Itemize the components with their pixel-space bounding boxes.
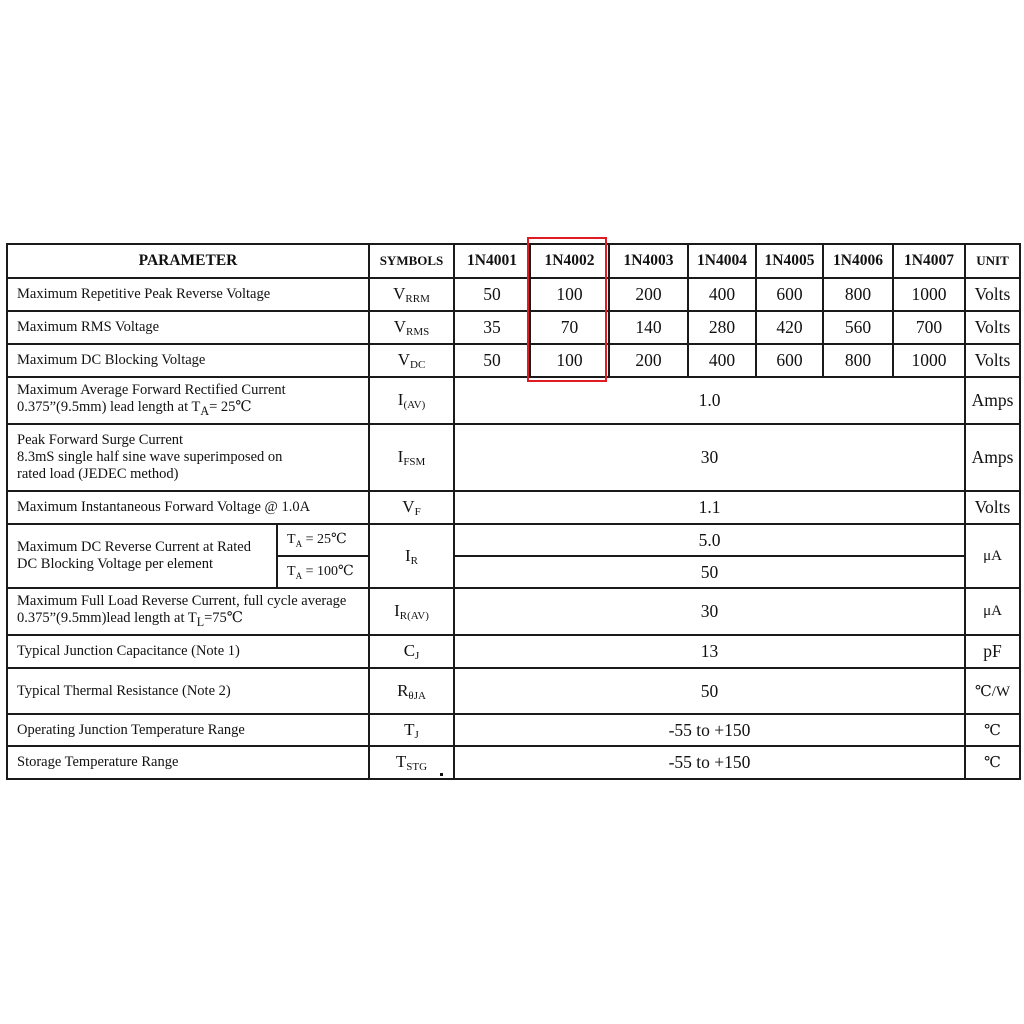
header-part-1n4001: 1N4001 — [454, 244, 530, 278]
symbol-cell — [369, 311, 454, 344]
symbol-subscript: FSM — [403, 456, 426, 468]
param-line: rated load (JEDEC method) — [17, 466, 179, 482]
value-1n4002: 70 — [530, 311, 609, 344]
symbol-subscript: DC — [410, 359, 426, 371]
param-label — [7, 524, 277, 588]
param-label: Typical Thermal Resistance (Note 2) — [7, 668, 369, 714]
symbol-cell — [369, 377, 454, 424]
param-text: = 25℃ — [209, 398, 252, 415]
header-part-1n4006: 1N4006 — [823, 244, 893, 278]
cond-text: T — [287, 532, 296, 548]
cond-text: T — [287, 564, 296, 580]
symbol-letter: V — [393, 284, 406, 303]
header-part-1n4007: 1N4007 — [893, 244, 965, 278]
param-label: Storage Temperature Range — [7, 746, 369, 779]
value-25c: 5.0 — [454, 524, 965, 556]
param-line — [17, 610, 368, 631]
row-iav — [7, 377, 1020, 424]
value-all-parts: 13 — [454, 635, 965, 668]
param-text: =75℃ — [204, 609, 244, 626]
value-1n4007: 1000 — [893, 278, 965, 311]
symbol-letter: I — [397, 390, 404, 409]
value-1n4001: 50 — [454, 278, 530, 311]
symbol-letter: V — [402, 497, 415, 516]
unit-cell: ℃/W — [965, 668, 1020, 714]
param-line: Maximum Average Forward Rectified Current — [17, 381, 286, 398]
symbol-letter: V — [393, 317, 407, 336]
symbol-subscript: θJA — [408, 689, 426, 702]
unit-cell: μA — [965, 588, 1020, 635]
unit-cell: Volts — [965, 311, 1020, 344]
value-1n4003: 140 — [609, 311, 688, 344]
unit-cell: Amps — [965, 424, 1020, 491]
symbol-cell — [369, 714, 454, 746]
symbol-cell — [369, 344, 454, 377]
value-100c: 50 — [454, 556, 965, 588]
symbol-letter: C — [403, 641, 416, 660]
param-line: Maximum Full Load Reverse Current, full cycle average — [17, 592, 347, 609]
symbol-cell — [369, 278, 454, 311]
unit-cell: Volts — [965, 491, 1020, 524]
row-vrms — [7, 311, 1020, 344]
symbol-letter: I — [394, 601, 400, 620]
row-tj — [7, 714, 1020, 746]
symbol-cell — [369, 635, 454, 668]
param-label: Maximum RMS Voltage — [7, 311, 369, 344]
param-line — [17, 399, 368, 420]
symbol-subscript: RMS — [406, 326, 430, 338]
unit-cell: Volts — [965, 344, 1020, 377]
cond-subscript: A — [295, 570, 303, 581]
unit-cell: Volts — [965, 278, 1020, 311]
unit-cell: Amps — [965, 377, 1020, 424]
unit-cell: ℃ — [965, 746, 1020, 779]
value-all-parts: 1.1 — [454, 491, 965, 524]
symbol-subscript: STG — [406, 761, 428, 773]
cond-text: = 25℃ — [302, 532, 347, 548]
cond-subscript: A — [295, 538, 303, 549]
value-all-parts: 30 — [454, 424, 965, 491]
header-part-1n4005: 1N4005 — [756, 244, 823, 278]
header-symbols: SYMBOLS — [369, 244, 454, 278]
row-irav — [7, 588, 1020, 635]
row-tstg — [7, 746, 1020, 779]
symbol-letter: T — [404, 719, 415, 739]
value-1n4006: 800 — [823, 344, 893, 377]
value-1n4004: 400 — [688, 344, 756, 377]
value-1n4006: 800 — [823, 278, 893, 311]
param-label: Typical Junction Capacitance (Note 1) — [7, 635, 369, 668]
param-label: Maximum Repetitive Peak Reverse Voltage — [7, 278, 369, 311]
value-1n4002: 100 — [530, 344, 609, 377]
param-label — [7, 424, 369, 491]
param-text: 0.375”(9.5mm) lead length at T — [17, 398, 201, 415]
value-1n4003: 200 — [609, 344, 688, 377]
value-1n4006: 560 — [823, 311, 893, 344]
value-1n4002: 100 — [530, 278, 609, 311]
value-all-parts: -55 to +150 — [454, 714, 965, 746]
row-rtheta — [7, 668, 1020, 714]
row-vf — [7, 491, 1020, 524]
symbol-subscript: R(AV) — [399, 610, 429, 622]
value-all-parts: 1.0 — [454, 377, 965, 424]
symbol-cell — [369, 668, 454, 714]
header-row — [7, 244, 1020, 278]
param-label — [7, 377, 369, 424]
header-part-1n4004: 1N4004 — [688, 244, 756, 278]
header-parameter: PARAMETER — [7, 244, 369, 278]
param-label: Maximum DC Blocking Voltage — [7, 344, 369, 377]
param-subscript: L — [196, 614, 205, 629]
param-text: 0.375”(9.5mm)lead length at T — [17, 609, 197, 626]
stray-dot — [440, 773, 443, 776]
diode-ratings-table — [6, 243, 1021, 780]
symbol-cell — [369, 524, 454, 588]
param-label: Maximum Instantaneous Forward Voltage @ 1.0A — [7, 491, 369, 524]
param-subscript: A — [200, 403, 210, 418]
unit-cell: μA — [965, 524, 1020, 588]
symbol-subscript: R — [410, 554, 418, 567]
symbol-subscript: (AV) — [403, 399, 426, 411]
symbol-letter: T — [395, 752, 407, 771]
symbol-subscript: J — [414, 728, 419, 741]
row-ifsm — [7, 424, 1020, 491]
row-ir-25c — [7, 524, 1020, 556]
value-all-parts: 50 — [454, 668, 965, 714]
symbol-cell — [369, 424, 454, 491]
row-vdc — [7, 344, 1020, 377]
value-1n4007: 700 — [893, 311, 965, 344]
value-1n4001: 35 — [454, 311, 530, 344]
row-vrrm — [7, 278, 1020, 311]
param-label: Operating Junction Temperature Range — [7, 714, 369, 746]
param-line: DC Blocking Voltage per element — [17, 556, 213, 572]
symbol-subscript: J — [415, 650, 420, 662]
value-1n4001: 50 — [454, 344, 530, 377]
value-1n4004: 400 — [688, 278, 756, 311]
param-line: Maximum DC Reverse Current at Rated — [17, 539, 251, 555]
symbol-letter: I — [404, 545, 411, 565]
row-cj — [7, 635, 1020, 668]
header-part-1n4002: 1N4002 — [530, 244, 609, 278]
symbol-cell — [369, 588, 454, 635]
value-1n4004: 280 — [688, 311, 756, 344]
value-all-parts: 30 — [454, 588, 965, 635]
value-1n4005: 420 — [756, 311, 823, 344]
symbol-subscript: RRM — [405, 293, 430, 305]
param-label — [7, 588, 369, 635]
unit-cell: ℃ — [965, 714, 1020, 746]
header-unit: UNIT — [965, 244, 1020, 278]
symbol-letter: I — [397, 447, 404, 466]
value-all-parts: -55 to +150 — [454, 746, 965, 779]
value-1n4003: 200 — [609, 278, 688, 311]
condition-100c — [277, 556, 369, 588]
cond-text: = 100℃ — [302, 564, 354, 580]
value-1n4005: 600 — [756, 344, 823, 377]
param-line: 8.3mS single half sine wave superimposed on — [17, 449, 283, 465]
header-part-1n4003: 1N4003 — [609, 244, 688, 278]
param-line: Peak Forward Surge Current — [17, 432, 184, 448]
symbol-cell — [369, 491, 454, 524]
symbol-letter: R — [397, 680, 409, 700]
value-1n4005: 600 — [756, 278, 823, 311]
condition-25c — [277, 524, 369, 556]
symbol-subscript: F — [414, 506, 421, 518]
value-1n4007: 1000 — [893, 344, 965, 377]
unit-cell: pF — [965, 635, 1020, 668]
symbol-letter: V — [397, 350, 410, 369]
